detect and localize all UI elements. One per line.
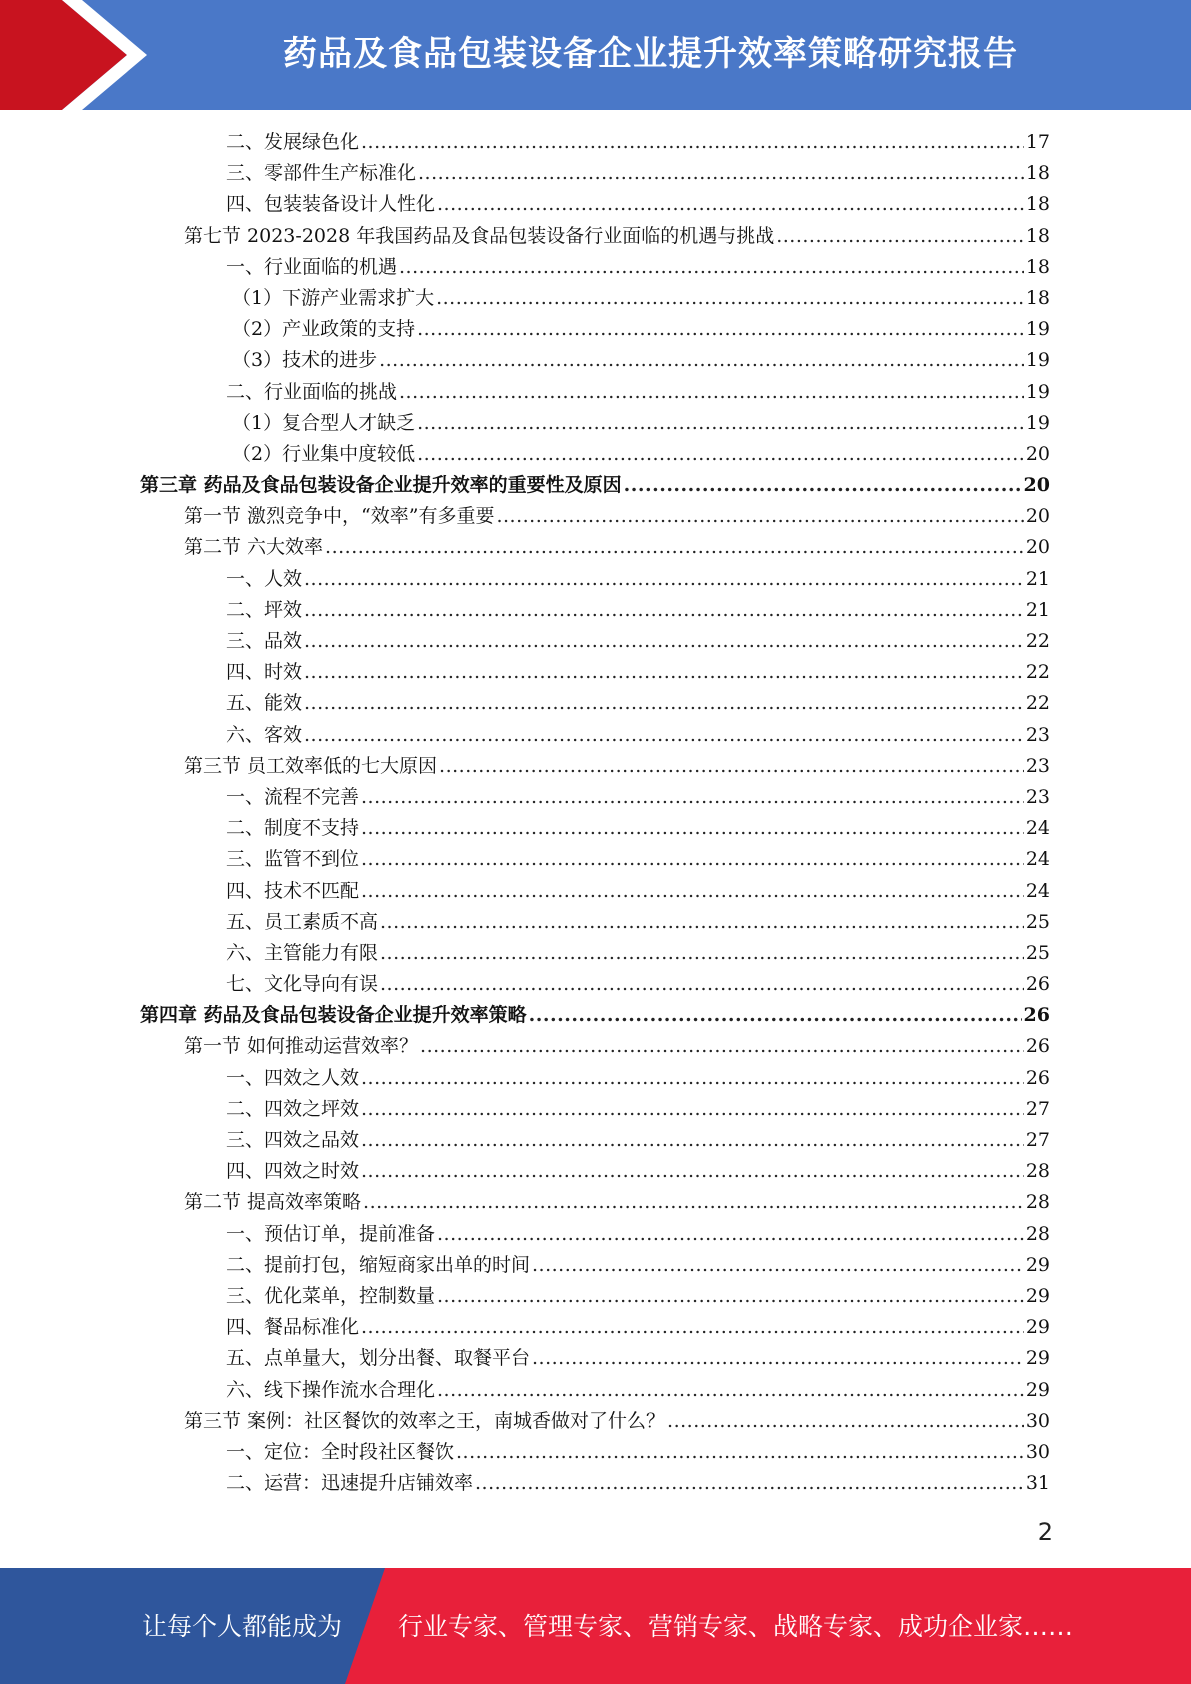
toc-dot-leader bbox=[417, 408, 1024, 439]
toc-entry[interactable] bbox=[140, 1219, 1050, 1250]
toc-entry[interactable] bbox=[140, 876, 1050, 907]
toc-entry-label: 第二节 提高效率策略 bbox=[184, 1191, 362, 1214]
toc-entry-label: （1）复合型人才缺乏 bbox=[232, 411, 416, 434]
toc-entry-page: 20 bbox=[1023, 474, 1050, 497]
toc-dot-leader bbox=[361, 1156, 1024, 1187]
toc-entry-page: 18 bbox=[1025, 193, 1050, 216]
toc-dot-leader bbox=[776, 221, 1024, 252]
toc-entry[interactable] bbox=[140, 782, 1050, 813]
toc-dot-leader bbox=[418, 158, 1024, 189]
toc-entry-page: 29 bbox=[1025, 1378, 1050, 1401]
toc-dot-leader bbox=[361, 813, 1024, 844]
toc-entry[interactable] bbox=[140, 938, 1050, 969]
toc-entry[interactable] bbox=[140, 1406, 1050, 1437]
toc-entry[interactable] bbox=[140, 1063, 1050, 1094]
toc-entry[interactable] bbox=[140, 595, 1050, 626]
toc-entry-page: 22 bbox=[1025, 661, 1050, 684]
toc-entry-label: 七、文化导向有误 bbox=[226, 973, 379, 996]
toc-dot-leader bbox=[379, 345, 1024, 376]
toc-entry[interactable] bbox=[140, 1281, 1050, 1312]
toc-entry[interactable] bbox=[140, 314, 1050, 345]
toc-entry-page: 27 bbox=[1025, 1097, 1050, 1120]
toc-entry-page: 30 bbox=[1025, 1440, 1050, 1463]
toc-entry-label: 第三章 药品及食品包装设备企业提升效率的重要性及原因 bbox=[140, 474, 622, 497]
toc-entry-page: 19 bbox=[1025, 380, 1050, 403]
toc-entry-page: 23 bbox=[1025, 754, 1050, 777]
toc-entry-page: 20 bbox=[1025, 442, 1050, 465]
toc-dot-leader bbox=[304, 595, 1024, 626]
toc-entry-label: 第一节 激烈竞争中，“效率”有多重要 bbox=[184, 505, 495, 528]
toc-dot-leader bbox=[361, 876, 1024, 907]
toc-entry-page: 22 bbox=[1025, 630, 1050, 652]
toc-dot-leader bbox=[361, 782, 1024, 813]
toc-entry-label: （1）下游产业需求扩大 bbox=[232, 286, 435, 309]
toc-entry-label: （2）产业政策的支持 bbox=[232, 318, 416, 341]
toc-entry-page: 28 bbox=[1025, 1160, 1050, 1183]
toc-entry-page: 22 bbox=[1025, 692, 1050, 715]
toc-entry[interactable] bbox=[140, 1250, 1050, 1281]
toc-entry-label: 五、员工素质不高 bbox=[226, 910, 379, 933]
toc-dot-leader bbox=[361, 127, 1024, 158]
toc-entry[interactable] bbox=[140, 657, 1050, 688]
toc-dot-leader bbox=[304, 626, 1024, 657]
toc-dot-leader bbox=[475, 1468, 1024, 1499]
toc-entry-label: 第四章 药品及食品包装设备企业提升效率策略 bbox=[140, 1004, 527, 1027]
toc-entry[interactable] bbox=[140, 1125, 1050, 1156]
toc-entry[interactable] bbox=[140, 1000, 1050, 1031]
toc-entry[interactable] bbox=[140, 907, 1050, 938]
toc-dot-leader bbox=[437, 189, 1024, 220]
toc-entry-label: 第七节 2023-2028 年我国药品及食品包装设备行业面临的机遇与挑战 bbox=[184, 224, 775, 247]
toc-dot-leader bbox=[361, 1312, 1024, 1343]
toc-entry-label: 四、时效 bbox=[226, 661, 303, 684]
toc-dot-leader bbox=[529, 1000, 1022, 1031]
toc-entry[interactable] bbox=[140, 1031, 1050, 1062]
table-of-contents bbox=[140, 127, 1050, 1499]
toc-dot-leader bbox=[417, 439, 1024, 470]
toc-entry-page: 19 bbox=[1025, 411, 1050, 434]
toc-entry-label: （2）行业集中度较低 bbox=[232, 442, 416, 465]
toc-entry[interactable] bbox=[140, 1437, 1050, 1468]
toc-entry-label: 三、零部件生产标准化 bbox=[226, 162, 417, 185]
toc-dot-leader bbox=[624, 470, 1022, 501]
toc-entry[interactable] bbox=[140, 1156, 1050, 1187]
toc-entry-page: 29 bbox=[1025, 1347, 1050, 1370]
toc-dot-leader bbox=[325, 532, 1024, 563]
toc-entry[interactable] bbox=[140, 408, 1050, 439]
toc-entry-label: 四、餐品标准化 bbox=[226, 1316, 360, 1339]
toc-entry-label: 四、包装装备设计人性化 bbox=[226, 193, 436, 216]
toc-entry-label: 二、发展绿色化 bbox=[226, 131, 360, 153]
toc-entry[interactable] bbox=[140, 1312, 1050, 1343]
toc-dot-leader bbox=[304, 657, 1024, 688]
toc-entry-label: 六、客效 bbox=[226, 723, 303, 746]
toc-dot-leader bbox=[496, 501, 1023, 532]
toc-dot-leader bbox=[361, 1094, 1024, 1125]
toc-entry-label: 一、定位：全时段社区餐饮 bbox=[226, 1440, 455, 1463]
toc-dot-leader bbox=[420, 1031, 1024, 1062]
toc-entry-label: 一、人效 bbox=[226, 567, 303, 590]
toc-entry-page: 20 bbox=[1025, 505, 1050, 528]
toc-entry-label: 二、四效之坪效 bbox=[226, 1097, 360, 1120]
toc-entry-page: 24 bbox=[1025, 879, 1050, 902]
toc-entry[interactable] bbox=[140, 252, 1050, 283]
page-header bbox=[0, 0, 1191, 110]
toc-entry[interactable] bbox=[140, 439, 1050, 470]
toc-entry[interactable] bbox=[140, 1187, 1050, 1218]
toc-entry-label: 一、四效之人效 bbox=[226, 1066, 360, 1089]
toc-entry[interactable] bbox=[140, 813, 1050, 844]
toc-entry[interactable] bbox=[140, 221, 1050, 252]
toc-entry[interactable] bbox=[140, 1343, 1050, 1374]
toc-dot-leader bbox=[456, 1437, 1024, 1468]
toc-entry-page: 23 bbox=[1025, 785, 1050, 808]
toc-dot-leader bbox=[436, 283, 1024, 314]
toc-entry-page: 26 bbox=[1025, 1035, 1050, 1058]
toc-entry-page: 18 bbox=[1025, 162, 1050, 185]
toc-dot-leader bbox=[437, 1219, 1024, 1250]
toc-entry-page: 25 bbox=[1025, 910, 1050, 933]
toc-dot-leader bbox=[439, 751, 1024, 782]
toc-dot-leader bbox=[437, 1281, 1024, 1312]
toc-entry-label: 二、制度不支持 bbox=[226, 817, 360, 840]
toc-entry-page: 25 bbox=[1025, 941, 1050, 964]
toc-entry-page: 26 bbox=[1025, 1066, 1050, 1089]
toc-dot-leader bbox=[361, 844, 1024, 875]
toc-entry[interactable] bbox=[140, 158, 1050, 189]
toc-entry-label: 三、优化菜单，控制数量 bbox=[226, 1284, 436, 1307]
toc-dot-leader bbox=[667, 1406, 1024, 1437]
toc-entry-page: 21 bbox=[1025, 598, 1050, 621]
toc-entry-page: 28 bbox=[1025, 1191, 1050, 1214]
toc-dot-leader bbox=[380, 969, 1024, 1000]
toc-entry-page: 30 bbox=[1025, 1409, 1050, 1432]
toc-entry-page: 21 bbox=[1025, 567, 1050, 590]
toc-entry-label: 一、行业面临的机遇 bbox=[226, 255, 398, 278]
toc-dot-leader bbox=[399, 252, 1024, 283]
toc-dot-leader bbox=[363, 1187, 1024, 1218]
toc-entry[interactable] bbox=[140, 1094, 1050, 1125]
toc-entry-label: 三、监管不到位 bbox=[226, 848, 360, 871]
toc-entry-label: 二、运营：迅速提升店铺效率 bbox=[226, 1472, 474, 1495]
toc-dot-leader bbox=[361, 1063, 1024, 1094]
toc-entry-page: 19 bbox=[1025, 349, 1050, 372]
toc-entry-label: 五、点单量大，划分出餐、取餐平台 bbox=[226, 1347, 531, 1370]
toc-entry[interactable] bbox=[140, 688, 1050, 719]
toc-entry-label: 六、主管能力有限 bbox=[226, 941, 379, 964]
toc-entry-label: 二、坪效 bbox=[226, 598, 303, 621]
toc-dot-leader bbox=[380, 938, 1024, 969]
footer-slogan-right: 行业专家、管理专家、营销专家、战略专家、成功企业家…… bbox=[398, 1612, 1074, 1641]
toc-entry-page: 24 bbox=[1025, 817, 1050, 840]
toc-entry-label: 四、技术不匹配 bbox=[226, 879, 360, 902]
toc-entry[interactable] bbox=[140, 283, 1050, 314]
toc-entry-label: 第一节 如何推动运营效率？ bbox=[184, 1035, 419, 1058]
report-title: 药品及食品包装设备企业提升效率策略研究报告 bbox=[283, 34, 1018, 74]
toc-entry[interactable] bbox=[140, 751, 1050, 782]
toc-entry-page: 24 bbox=[1025, 848, 1050, 871]
toc-entry-page: 20 bbox=[1025, 536, 1050, 559]
toc-entry-label: 三、品效 bbox=[226, 630, 303, 652]
toc-entry-page: 18 bbox=[1025, 224, 1050, 247]
toc-entry-page: 28 bbox=[1025, 1222, 1050, 1245]
toc-entry-page: 26 bbox=[1023, 1004, 1050, 1027]
toc-entry[interactable] bbox=[140, 470, 1050, 501]
toc-entry-label: 一、预估订单，提前准备 bbox=[226, 1222, 436, 1245]
toc-entry-label: 二、行业面临的挑战 bbox=[226, 380, 398, 403]
toc-dot-leader bbox=[532, 1250, 1024, 1281]
toc-entry[interactable] bbox=[140, 969, 1050, 1000]
toc-entry-page: 18 bbox=[1025, 286, 1050, 309]
toc-entry-page: 19 bbox=[1025, 318, 1050, 341]
toc-entry-page: 29 bbox=[1025, 1253, 1050, 1276]
toc-entry-page: 23 bbox=[1025, 723, 1050, 746]
toc-entry[interactable] bbox=[140, 345, 1050, 376]
toc-entry[interactable] bbox=[140, 1468, 1050, 1499]
toc-entry-page: 27 bbox=[1025, 1129, 1050, 1151]
toc-entry-page: 29 bbox=[1025, 1316, 1050, 1339]
toc-entry[interactable] bbox=[140, 626, 1050, 657]
toc-dot-leader bbox=[304, 564, 1024, 595]
toc-entry[interactable] bbox=[140, 377, 1050, 408]
toc-entry-label: 第三节 案例：社区餐饮的效率之王，南城香做对了什么？ bbox=[184, 1409, 666, 1432]
toc-entry-page: 18 bbox=[1025, 255, 1050, 278]
toc-dot-leader bbox=[361, 1125, 1024, 1156]
toc-dot-leader bbox=[417, 314, 1024, 345]
toc-entry[interactable] bbox=[140, 127, 1050, 158]
toc-dot-leader bbox=[399, 377, 1024, 408]
toc-entry-label: 五、能效 bbox=[226, 692, 303, 715]
toc-entry-label: 第三节 员工效率低的七大原因 bbox=[184, 754, 438, 777]
toc-entry-label: （3）技术的进步 bbox=[232, 349, 378, 372]
toc-entry-label: 二、提前打包，缩短商家出单的时间 bbox=[226, 1253, 531, 1276]
toc-entry[interactable] bbox=[140, 720, 1050, 751]
footer-slogan-left: 让每个人都能成为 bbox=[142, 1612, 343, 1641]
toc-entry[interactable] bbox=[140, 501, 1050, 532]
toc-entry-label: 四、四效之时效 bbox=[226, 1160, 360, 1183]
toc-entry-label: 一、流程不完善 bbox=[226, 785, 360, 808]
toc-entry-page: 29 bbox=[1025, 1284, 1050, 1307]
toc-entry-label: 三、四效之品效 bbox=[226, 1129, 360, 1151]
toc-entry[interactable] bbox=[140, 1375, 1050, 1406]
toc-entry-page: 17 bbox=[1025, 131, 1050, 153]
page-number: 2 bbox=[1037, 1518, 1053, 1546]
toc-entry[interactable] bbox=[140, 189, 1050, 220]
toc-dot-leader bbox=[437, 1375, 1024, 1406]
toc-entry[interactable] bbox=[140, 844, 1050, 875]
toc-entry[interactable] bbox=[140, 532, 1050, 563]
toc-entry-page: 31 bbox=[1025, 1472, 1050, 1495]
toc-entry[interactable] bbox=[140, 564, 1050, 595]
page-footer bbox=[0, 1568, 1191, 1684]
toc-entry-label: 六、线下操作流水合理化 bbox=[226, 1378, 436, 1401]
toc-dot-leader bbox=[532, 1343, 1024, 1374]
toc-entry-label: 第二节 六大效率 bbox=[184, 536, 324, 559]
toc-dot-leader bbox=[304, 688, 1024, 719]
toc-entry-page: 26 bbox=[1025, 973, 1050, 996]
toc-dot-leader bbox=[380, 907, 1024, 938]
toc-dot-leader bbox=[304, 720, 1024, 751]
